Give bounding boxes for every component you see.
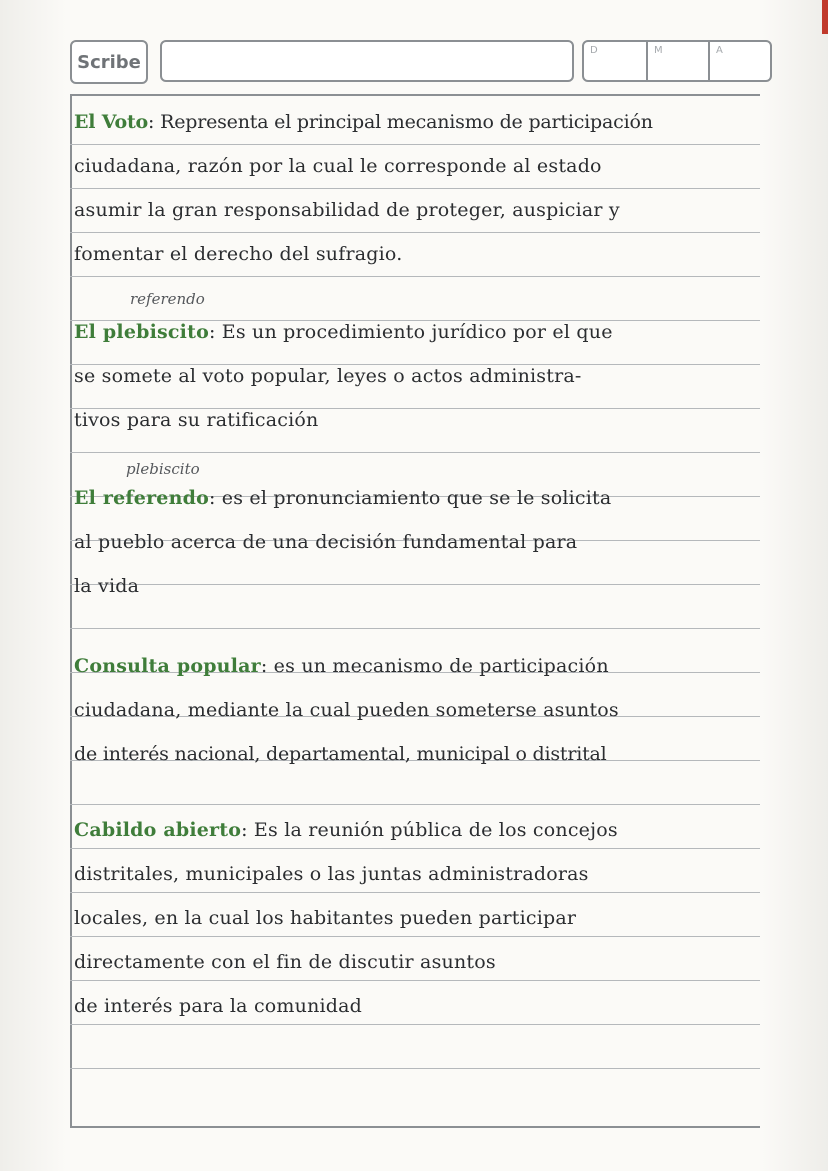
referendo-line-3: la vida: [74, 575, 140, 597]
voto-line-3: asumir la gran responsabilidad de proteger, auspiciar y: [74, 199, 620, 221]
referendo-line-2: al pueblo acerca de una decisión fundamental para: [74, 531, 578, 553]
cabildo-line-2: distritales, municipales o las juntas administradoras: [74, 863, 589, 885]
plebiscito-line-1: : Es un procedimiento jurídico por el que: [208, 321, 613, 343]
voto-line-2: ciudadana, razón por la cual le corresponde al estado: [74, 155, 602, 177]
referendo-line-1: : es el pronunciamiento que se le solicita: [208, 487, 612, 509]
month-label: M: [654, 45, 663, 56]
referendo-annotation: referendo: [130, 290, 205, 308]
page-edge-mark: [822, 0, 828, 34]
consulta-line-1: : es un mecanismo de participación: [260, 655, 609, 677]
cabildo-heading: Cabildo abierto: [74, 819, 242, 841]
cabildo-line-3: locales, en la cual los habitantes pueden participar: [74, 907, 577, 929]
referendo-heading: El referendo: [74, 487, 209, 509]
voto-line-1: : Representa el principal mecanismo de participación: [148, 111, 653, 133]
ruled-line: [70, 628, 760, 629]
text-line: [74, 310, 760, 354]
cabildo-line-1: : Es la reunión pública de los concejos: [241, 819, 618, 841]
text-line: [74, 476, 760, 520]
text-line: [74, 808, 760, 852]
ruled-line: [70, 276, 760, 277]
date-divider: [708, 42, 710, 80]
cabildo-line-5: de interés para la comunidad: [74, 995, 363, 1017]
consulta-section: [74, 644, 760, 776]
ruled-line: [70, 1068, 760, 1069]
text-line: [74, 644, 760, 688]
cabildo-line-4: directamente con el fin de discutir asuntos: [74, 951, 496, 973]
ruled-line: [70, 452, 760, 453]
consulta-line-2: ciudadana, mediante la cual pueden someterse asuntos: [74, 699, 619, 721]
plebiscito-section: [74, 310, 760, 442]
text-line: [74, 100, 760, 144]
day-label: D: [590, 45, 598, 56]
plebiscito-line-3: tivos para su ratificación: [74, 409, 319, 431]
brand-logo: Scribe: [70, 40, 148, 84]
voto-heading: El Voto: [74, 111, 149, 133]
consulta-heading: Consulta popular: [74, 655, 261, 677]
year-label: A: [716, 45, 723, 56]
voto-line-4: fomentar el derecho del sufragio.: [74, 243, 403, 265]
voto-section: [74, 100, 760, 276]
consulta-line-3: de interés nacional, departamental, municipal o distrital: [74, 743, 607, 765]
plebiscito-heading: El plebiscito: [74, 321, 209, 343]
plebiscito-annotation: plebiscito: [126, 460, 200, 478]
title-field: [160, 40, 574, 82]
referendo-section: [74, 476, 760, 608]
cabildo-section: [74, 808, 760, 1028]
ruled-line: [70, 804, 760, 805]
plebiscito-line-2: se somete al voto popular, leyes o actos administra-: [74, 365, 582, 387]
date-field: [582, 40, 772, 82]
date-divider: [646, 42, 648, 80]
